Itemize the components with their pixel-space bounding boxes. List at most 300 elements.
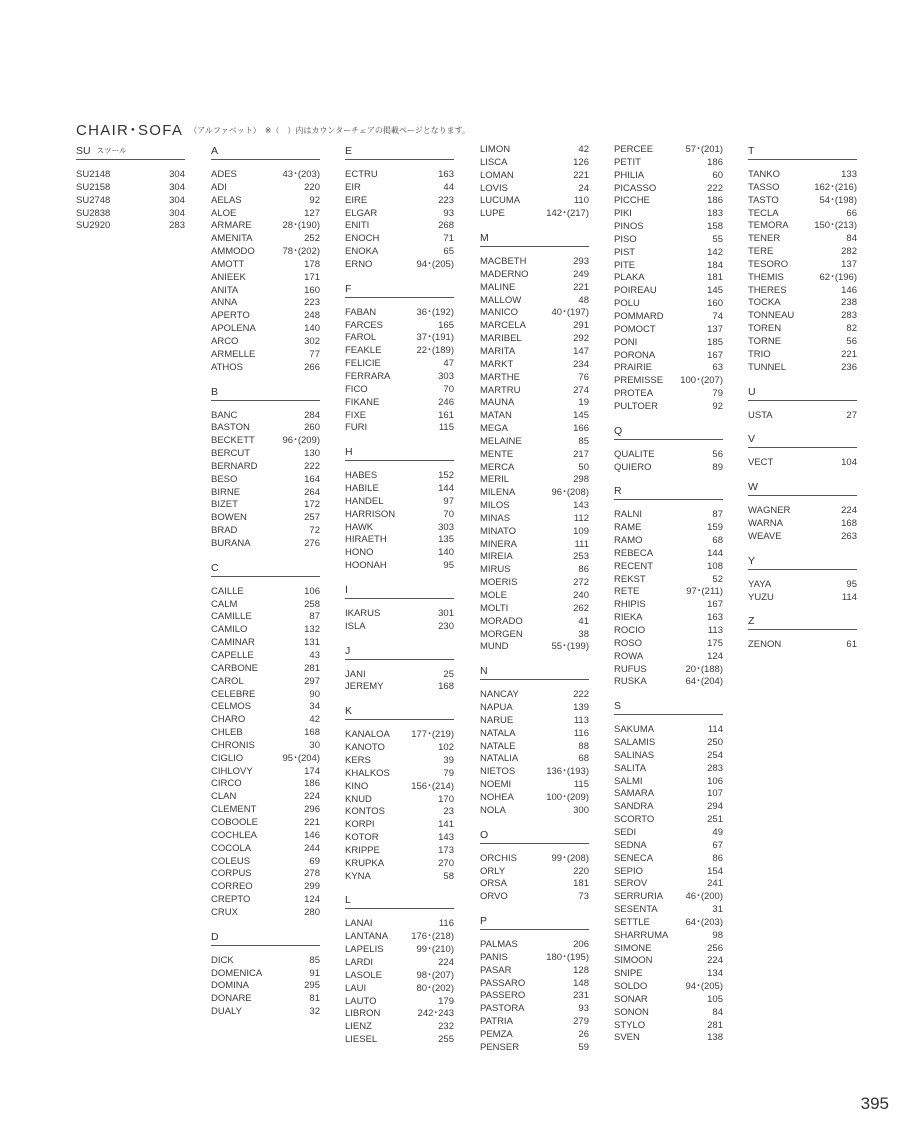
- index-entry: [480, 359, 589, 372]
- index-entry: [345, 871, 454, 884]
- entry-name: MARTHE: [480, 371, 520, 383]
- index-entry: [748, 259, 857, 272]
- entry-name: MOLTI: [480, 602, 509, 614]
- entry-page: 221: [573, 281, 589, 293]
- entry-name: SEROV: [614, 878, 648, 890]
- index-entry: [345, 397, 454, 410]
- index-section: [345, 893, 454, 1046]
- entry-name: ANIEEK: [211, 271, 246, 283]
- index-entry: [614, 1007, 723, 1020]
- entry-name: RAME: [614, 522, 642, 534]
- entry-name: SU2748: [76, 194, 111, 206]
- index-entry: [748, 220, 857, 233]
- entry-name: YAYA: [748, 578, 772, 590]
- entry-page: 251: [707, 814, 723, 826]
- entry-page: 256: [707, 942, 723, 954]
- entry-name: NOHEA: [480, 791, 514, 803]
- index-entry: [614, 350, 723, 363]
- index-entry: [345, 470, 454, 483]
- entry-name: APOLENA: [211, 323, 256, 335]
- entry-name: MENTE: [480, 448, 514, 460]
- section-letter: M: [480, 232, 489, 245]
- entry-page: 252: [304, 233, 320, 245]
- index-column: [76, 144, 185, 243]
- entry-page: 162･(216): [814, 181, 857, 193]
- index-entry: [211, 246, 320, 259]
- entry-name: MOERIS: [480, 577, 518, 589]
- index-entry: [211, 804, 320, 817]
- index-section: [76, 144, 185, 233]
- entry-page: 300: [573, 804, 589, 816]
- entry-page: 236: [841, 361, 857, 373]
- entry-name: COCOLA: [211, 842, 252, 854]
- entry-page: 232: [438, 1021, 454, 1033]
- index-entry: [480, 866, 589, 879]
- entry-page: 46･(200): [685, 891, 723, 903]
- entry-page: 115: [573, 779, 589, 791]
- entry-name: FIXE: [345, 409, 367, 421]
- entry-page: 43･(203): [282, 169, 320, 180]
- entry-page: 110: [573, 195, 589, 207]
- entry-name: PANIS: [480, 951, 508, 963]
- index-entry: [345, 410, 454, 423]
- entry-name: MINATO: [480, 525, 517, 537]
- index-entry: [211, 650, 320, 663]
- entry-page: 141: [438, 819, 454, 831]
- entry-page: 222: [304, 460, 320, 472]
- index-entry: [480, 990, 589, 1003]
- index-entry: [748, 531, 857, 544]
- index-entry: [748, 410, 857, 423]
- entry-page: 25: [443, 668, 454, 680]
- entry-page: 80･(202): [416, 982, 454, 994]
- entry-page: 224: [707, 955, 723, 967]
- index-entry: [480, 753, 589, 766]
- index-entry: [76, 182, 185, 195]
- entry-page: 224: [304, 791, 320, 803]
- entry-name: FIKANE: [345, 396, 380, 408]
- index-section: [480, 231, 589, 654]
- entry-page: 156･(214): [411, 780, 454, 792]
- entry-name: TASTO: [748, 194, 779, 206]
- entry-page: 112: [573, 512, 589, 524]
- entry-name: KYNA: [345, 870, 371, 882]
- index-entry: [76, 220, 185, 233]
- index-entry: [211, 448, 320, 461]
- entry-name: HARRISON: [345, 508, 396, 520]
- entry-name: SOLDO: [614, 981, 648, 993]
- entry-page: 168: [304, 727, 320, 739]
- index-entry: [211, 766, 320, 779]
- entry-page: 303: [438, 521, 454, 533]
- entry-page: 22･(189): [416, 345, 454, 357]
- entry-name: THEMIS: [748, 271, 784, 283]
- index-entry: [614, 311, 723, 324]
- entry-name: TANKO: [748, 169, 781, 180]
- entry-page: 146: [841, 284, 857, 296]
- index-entry: [614, 337, 723, 350]
- index-entry: [345, 621, 454, 634]
- entry-page: 113: [573, 714, 589, 726]
- entry-page: 179: [438, 995, 454, 1007]
- index-entry: [614, 904, 723, 917]
- index-entry: [211, 1006, 320, 1019]
- index-entry: [614, 763, 723, 776]
- entry-name: REBECA: [614, 547, 654, 559]
- index-entry: [211, 474, 320, 487]
- entry-page: 282: [841, 246, 857, 258]
- entry-name: MIRUS: [480, 564, 511, 576]
- entry-name: SNIPE: [614, 968, 643, 980]
- index-entry: [211, 435, 320, 448]
- entry-page: 93: [578, 1003, 589, 1015]
- entry-page: 160: [304, 284, 320, 296]
- entry-page: 223: [304, 297, 320, 309]
- entry-page: 164: [304, 473, 320, 485]
- index-entry: [211, 714, 320, 727]
- section-heading: [748, 614, 857, 630]
- entry-page: 154: [707, 865, 723, 877]
- index-entry: [480, 539, 589, 552]
- entry-page: 139: [573, 702, 589, 714]
- entry-page: 250: [707, 737, 723, 749]
- index-entry: [211, 336, 320, 349]
- entry-name: ANITA: [211, 284, 239, 296]
- page-title-block: [76, 119, 470, 140]
- entry-name: PREMISSE: [614, 375, 664, 387]
- entry-page: 206: [573, 939, 589, 951]
- section-heading: [211, 930, 320, 946]
- entry-page: 85: [309, 954, 320, 966]
- index-entry: [480, 474, 589, 487]
- entry-name: PICCHE: [614, 195, 650, 207]
- section-heading: [345, 644, 454, 660]
- entry-name: MATAN: [480, 410, 512, 422]
- entry-page: 128: [573, 964, 589, 976]
- entry-name: STYLO: [614, 1019, 646, 1031]
- entry-name: FAROL: [345, 332, 377, 344]
- index-entry: [614, 561, 723, 574]
- entry-name: CAROL: [211, 675, 244, 687]
- entry-page: 50: [578, 461, 589, 473]
- entry-name: SU2920: [76, 220, 111, 232]
- entry-name: SAMARA: [614, 788, 655, 800]
- entry-name: MALINE: [480, 281, 516, 293]
- entry-name: LOMAN: [480, 169, 514, 181]
- entry-name: MAUNA: [480, 397, 515, 409]
- entry-page: 116: [438, 918, 454, 930]
- entry-name: CORPUS: [211, 868, 252, 880]
- entry-page: 140: [438, 547, 454, 559]
- entry-name: NATALA: [480, 727, 516, 739]
- index-entry: [211, 817, 320, 830]
- entry-page: 100･(209): [546, 791, 589, 803]
- entry-name: LAPELIS: [345, 944, 384, 956]
- entry-page: 276: [304, 537, 320, 549]
- section-letter: A: [211, 145, 219, 157]
- index-entry: [345, 320, 454, 333]
- entry-name: RECENT: [614, 560, 654, 572]
- entry-page: 304: [169, 181, 185, 193]
- index-entry: [211, 701, 320, 714]
- index-entry: [480, 641, 589, 654]
- index-entry: [211, 195, 320, 208]
- entry-page: 171: [304, 271, 320, 283]
- entry-name: PIKI: [614, 208, 632, 220]
- entry-page: 93: [443, 207, 454, 219]
- entry-name: MARIBEL: [480, 333, 522, 345]
- entry-page: 61: [846, 639, 857, 651]
- index-entry: [480, 939, 589, 952]
- entry-name: MEGA: [480, 423, 508, 435]
- entry-name: NAPUA: [480, 702, 513, 714]
- entry-name: QUIERO: [614, 461, 652, 473]
- index-entry: [211, 611, 320, 624]
- index-entry: [345, 384, 454, 397]
- entry-name: FABAN: [345, 306, 377, 318]
- index-entry: [480, 715, 589, 728]
- entry-name: TESORO: [748, 258, 789, 270]
- entry-page: 99･(208): [551, 852, 589, 864]
- index-entry: [748, 457, 857, 470]
- index-entry: [211, 676, 320, 689]
- index-entry: [614, 362, 723, 375]
- entry-name: CIRCO: [211, 778, 242, 790]
- index-entry: [211, 285, 320, 298]
- index-entry: [480, 1042, 589, 1055]
- index-entry: [480, 564, 589, 577]
- entry-name: CHARO: [211, 714, 246, 726]
- index-entry: [480, 346, 589, 359]
- entry-page: 47: [443, 358, 454, 370]
- entry-name: NATALE: [480, 740, 516, 752]
- entry-name: ORLY: [480, 865, 506, 877]
- entry-name: BRAD: [211, 525, 238, 537]
- section-heading: [345, 704, 454, 720]
- index-entry: [211, 881, 320, 894]
- entry-page: 263: [841, 530, 857, 542]
- index-entry: [614, 943, 723, 956]
- entry-name: TOCKA: [748, 297, 781, 309]
- entry-page: 69: [309, 855, 320, 867]
- entry-page: 150･(213): [814, 220, 857, 232]
- entry-name: CELEBRE: [211, 688, 256, 700]
- index-entry: [748, 639, 857, 652]
- index-entry: [345, 483, 454, 496]
- entry-page: 280: [304, 906, 320, 918]
- section-heading: [748, 554, 857, 570]
- index-entry: [211, 525, 320, 538]
- index-entry: [76, 208, 185, 221]
- entry-name: CIHLOVY: [211, 765, 253, 777]
- index-entry: [614, 170, 723, 183]
- index-entry: [480, 551, 589, 564]
- index-entry: [345, 996, 454, 1009]
- index-entry: [345, 957, 454, 970]
- index-entry: [748, 505, 857, 518]
- index-entry: [614, 195, 723, 208]
- entry-name: HABILE: [345, 483, 379, 495]
- index-entry: [480, 183, 589, 196]
- index-entry: [345, 970, 454, 983]
- index-section: [345, 644, 454, 695]
- index-entry: [480, 853, 589, 866]
- index-entry: [480, 307, 589, 320]
- index-entry: [748, 246, 857, 259]
- entry-name: ROCIO: [614, 625, 646, 636]
- entry-name: KINO: [345, 780, 369, 792]
- entry-page: 89: [712, 461, 723, 473]
- entry-page: 253: [573, 551, 589, 563]
- entry-name: NOLA: [480, 804, 506, 816]
- index-entry: [614, 535, 723, 548]
- section-letter: Z: [748, 615, 755, 628]
- entry-page: 94･(205): [685, 981, 723, 993]
- entry-page: 224: [841, 505, 857, 517]
- entry-name: PATRIA: [480, 1016, 513, 1028]
- entry-name: CAMILLE: [211, 611, 252, 623]
- section-heading: [345, 144, 454, 160]
- entry-name: DOMINA: [211, 980, 249, 992]
- section-letter: C: [211, 561, 219, 574]
- index-entry: [480, 144, 589, 157]
- entry-name: ALOE: [211, 207, 237, 219]
- index-entry: [480, 423, 589, 436]
- entry-name: ARCO: [211, 335, 239, 347]
- entry-page: 92: [309, 194, 320, 206]
- entry-name: PASTORA: [480, 1003, 525, 1015]
- index-entry: [480, 256, 589, 269]
- entry-name: SANDRA: [614, 801, 654, 813]
- entry-page: 60: [712, 169, 723, 181]
- index-entry: [345, 259, 454, 272]
- entry-name: ORSA: [480, 878, 507, 890]
- entry-name: BIRNE: [211, 486, 241, 498]
- index-entry: [211, 349, 320, 362]
- entry-page: 222: [707, 182, 723, 194]
- entry-name: ORCHIS: [480, 852, 517, 864]
- section-letter: S: [614, 700, 622, 713]
- index-section: [748, 144, 857, 375]
- index-entry: [748, 297, 857, 310]
- index-entry: [345, 422, 454, 435]
- index-entry: [614, 144, 723, 157]
- entry-page: 42: [578, 144, 589, 155]
- index-entry: [345, 534, 454, 547]
- entry-name: CAILLE: [211, 585, 244, 597]
- index-entry: [480, 269, 589, 282]
- entry-name: SCORTO: [614, 814, 655, 826]
- entry-page: 147: [573, 345, 589, 357]
- entry-name: COCHLEA: [211, 829, 257, 841]
- entry-page: 146: [304, 829, 320, 841]
- entry-page: 27: [846, 409, 857, 421]
- entry-page: 281: [707, 1019, 723, 1031]
- entry-page: 279: [573, 1016, 589, 1028]
- entry-page: 244: [304, 842, 320, 854]
- entry-page: 220: [573, 865, 589, 877]
- entry-page: 158: [707, 221, 723, 233]
- entry-page: 26: [578, 1028, 589, 1040]
- entry-page: 165: [438, 319, 454, 331]
- index-section: [748, 554, 857, 605]
- entry-page: 54･(198): [819, 194, 857, 206]
- index-entry: [345, 233, 454, 246]
- entry-name: BANC: [211, 409, 238, 421]
- entry-page: 109: [573, 525, 589, 537]
- index-entry: [614, 840, 723, 853]
- entry-name: TEMORA: [748, 220, 789, 232]
- index-entry: [614, 522, 723, 535]
- entry-name: PASSERO: [480, 990, 526, 1002]
- entry-name: MERCA: [480, 461, 515, 473]
- entry-name: PORONA: [614, 349, 656, 361]
- index-entry: [211, 980, 320, 993]
- entry-name: FERRARA: [345, 370, 391, 382]
- entry-page: 85: [578, 435, 589, 447]
- entry-name: CLEMENT: [211, 804, 257, 816]
- index-entry: [345, 781, 454, 794]
- entry-page: 76: [578, 371, 589, 383]
- index-entry: [211, 663, 320, 676]
- index-entry: [211, 599, 320, 612]
- entry-name: FELICIE: [345, 358, 381, 370]
- index-column: [748, 144, 857, 662]
- entry-page: 281: [304, 662, 320, 674]
- index-entry: [211, 968, 320, 981]
- entry-name: PROTEA: [614, 388, 654, 400]
- entry-page: 238: [841, 297, 857, 309]
- entry-page: 264: [304, 486, 320, 498]
- section-letter: D: [211, 930, 219, 943]
- index-entry: [614, 737, 723, 750]
- entry-name: MACBETH: [480, 256, 527, 268]
- section-heading: [748, 432, 857, 448]
- index-section: [345, 144, 454, 272]
- index-entry: [748, 272, 857, 285]
- entry-page: 293: [573, 256, 589, 268]
- section-letter: I: [345, 583, 348, 596]
- entry-page: 124: [707, 650, 723, 662]
- entry-page: 163: [707, 612, 723, 624]
- entry-page: 70: [443, 508, 454, 520]
- index-entry: [614, 272, 723, 285]
- section-heading: [614, 424, 723, 440]
- index-entry: [614, 994, 723, 1007]
- entry-name: PITE: [614, 259, 636, 271]
- index-entry: [614, 247, 723, 260]
- section-heading: [748, 385, 857, 401]
- entry-name: PERCEE: [614, 144, 654, 155]
- index-entry: [480, 295, 589, 308]
- index-entry: [211, 778, 320, 791]
- index-entry: [211, 169, 320, 182]
- index-entry: [748, 285, 857, 298]
- entry-page: 295: [304, 980, 320, 992]
- entry-name: SENECA: [614, 852, 654, 864]
- entry-page: 95･(204): [282, 752, 320, 764]
- entry-name: DUALY: [211, 1006, 242, 1018]
- entry-name: WEAVE: [748, 530, 782, 542]
- entry-page: 278: [304, 868, 320, 880]
- index-entry: [211, 753, 320, 766]
- entry-page: 144: [707, 547, 723, 559]
- entry-page: 79: [443, 767, 454, 779]
- entry-page: 166: [573, 423, 589, 435]
- entry-page: 258: [304, 598, 320, 610]
- entry-page: 283: [707, 762, 723, 774]
- entry-page: 161: [438, 409, 454, 421]
